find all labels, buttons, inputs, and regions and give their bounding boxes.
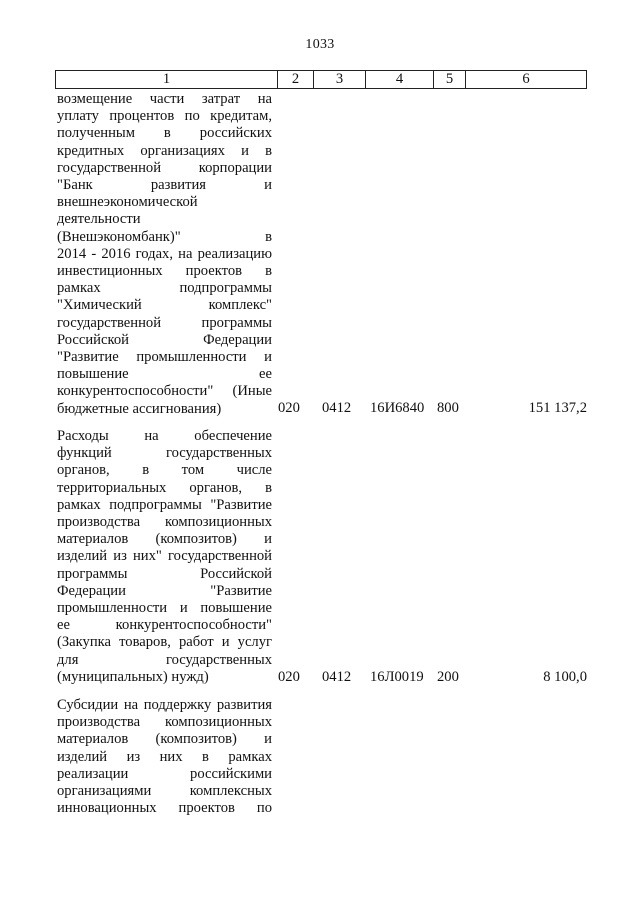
description-line: инновационных проектов по <box>57 800 272 817</box>
description-line: промышленности и повышение <box>57 600 272 617</box>
header-col-5: 5 <box>434 71 466 89</box>
description-line: "Развитие промышленности и <box>57 349 272 366</box>
row-col-4: 16Л0019 <box>370 669 424 685</box>
description-line: изделий из них в рамках <box>57 748 272 765</box>
description-line: возмещение части затрат на <box>57 91 272 107</box>
description-line: 2014 - 2016 годах, на реализацию <box>57 245 272 262</box>
description-line: производства композиционных <box>57 514 272 531</box>
row-col-5: 800 <box>437 400 459 416</box>
header-col-3: 3 <box>314 71 366 89</box>
header-col-2: 2 <box>278 71 314 89</box>
description-line: Российской Федерации <box>57 331 272 348</box>
description-line: изделий из них" государственной <box>57 548 272 565</box>
header-col-1: 1 <box>56 71 278 89</box>
description-line: территориальных органов, в <box>57 479 272 496</box>
description-line: деятельности <box>57 211 141 228</box>
row-col-6: 151 137,2 <box>528 400 587 416</box>
description-line: реализации российскими <box>57 765 272 782</box>
description-line: организациями комплексных <box>57 783 272 800</box>
description-line: государственной программы <box>57 314 272 331</box>
description-line: уплату процентов по кредитам, <box>57 108 272 125</box>
description-line: конкурентоспособности" (Иные <box>57 383 272 400</box>
description-line: рамках подпрограммы "Развитие <box>57 496 272 513</box>
row-col-3: 0412 <box>322 669 352 685</box>
description-line: "Банк развития и <box>57 177 272 194</box>
header-row <box>56 71 587 89</box>
description-line: (муниципальных) нужд) <box>57 668 209 685</box>
description-line: внешнеэкономической <box>57 194 198 211</box>
description-line: органов, в том числе <box>57 462 272 479</box>
row-col-2: 020 <box>278 669 300 685</box>
table-header <box>55 70 587 89</box>
row-col-4: 16И6840 <box>370 400 425 416</box>
description-line: программы Российской <box>57 565 272 582</box>
description-line: Субсидии на поддержку развития <box>57 697 272 713</box>
description-line: Расходы на обеспечение <box>57 428 272 444</box>
header-col-4: 4 <box>366 71 434 89</box>
row-col-5: 200 <box>437 669 459 685</box>
row-description <box>57 91 272 418</box>
description-line: полученным в российских <box>57 125 272 142</box>
page-number: 1033 <box>305 37 335 52</box>
description-line: функций государственных <box>57 445 272 462</box>
row-col-3: 0412 <box>322 400 352 416</box>
description-line: кредитных организациях и в <box>57 142 272 159</box>
description-line: для государственных <box>57 651 272 668</box>
description-line: государственной корпорации <box>57 159 272 176</box>
description-line: материалов (композитов) и <box>57 531 272 548</box>
row-col-6: 8 100,0 <box>543 669 587 685</box>
description-line: материалов (композитов) и <box>57 731 272 748</box>
description-line: (Закупка товаров, работ и услуг <box>57 634 272 651</box>
description-line: производства композиционных <box>57 714 272 731</box>
description-line: "Химический комплекс" <box>57 297 272 314</box>
row-description <box>57 697 272 817</box>
description-line: ее конкурентоспособности" <box>57 617 272 634</box>
row-description <box>57 428 272 686</box>
description-line: повышение ее <box>57 366 272 383</box>
row-col-2: 020 <box>278 400 300 416</box>
description-line: Федерации "Развитие <box>57 582 272 599</box>
description-line: (Внешэкономбанк)" в <box>57 228 272 245</box>
header-col-6: 6 <box>466 71 587 89</box>
description-line: инвестиционных проектов в <box>57 263 272 280</box>
description-line: рамках подпрограммы <box>57 280 272 297</box>
description-line: бюджетные ассигнования) <box>57 400 222 417</box>
